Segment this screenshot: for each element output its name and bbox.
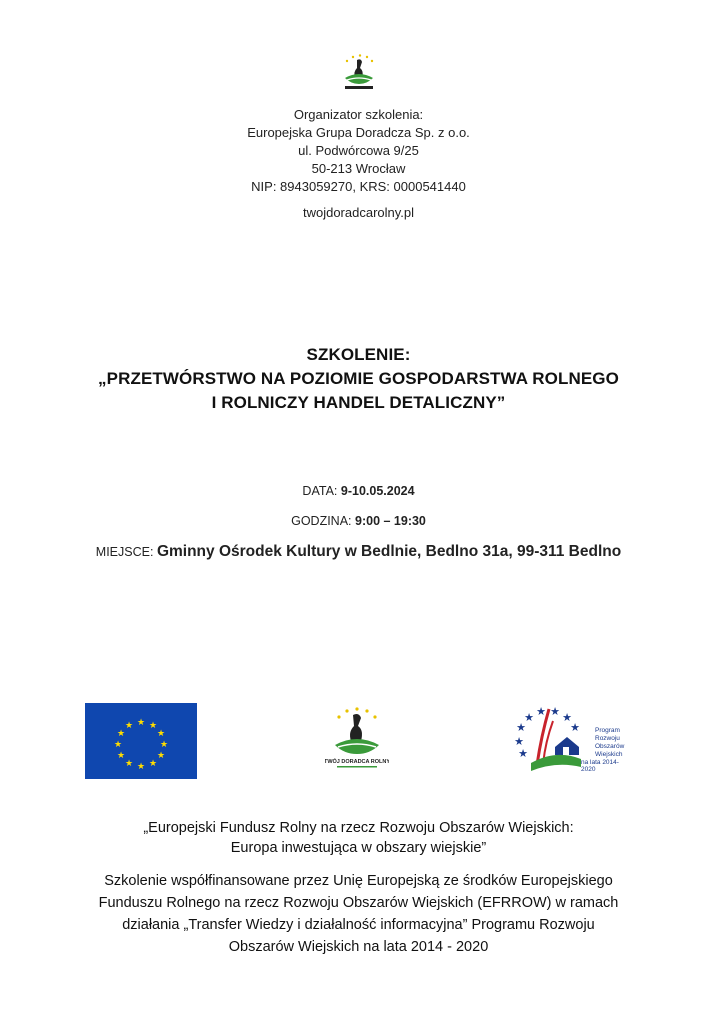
svg-text:★: ★ xyxy=(159,740,169,750)
place-row xyxy=(0,543,717,561)
svg-text:★: ★ xyxy=(562,711,572,724)
organizer-heading: Organizator szkolenia: xyxy=(293,107,424,122)
motto-line-2: Europa inwestująca w obszary wiejskie” xyxy=(230,840,487,856)
statement-line-2: Funduszu Rolnego na rzecz Rozwoju Obszarów Wiejskich (EFRROW) w ramach xyxy=(98,895,619,911)
time-label: GODZINA: xyxy=(291,514,352,528)
twoj-doradca-rolny-logo-center xyxy=(325,705,389,771)
date-row xyxy=(0,484,717,498)
svg-text:★: ★ xyxy=(124,721,134,731)
svg-text:★: ★ xyxy=(156,751,166,761)
svg-text:★: ★ xyxy=(570,721,580,734)
organizer-info xyxy=(0,106,717,196)
svg-text:★: ★ xyxy=(518,747,528,760)
organizer-company: Europejska Grupa Doradcza Sp. z o.o. xyxy=(247,125,470,140)
svg-text:★: ★ xyxy=(113,740,123,750)
twoj-doradca-rolny-logo xyxy=(337,52,381,94)
organizer-ids: NIP: 8943059270, KRS: 0000541440 xyxy=(251,179,466,194)
statement-line-4: Obszarów Wiejskich na lata 2014 - 2020 xyxy=(228,939,489,955)
svg-text:★: ★ xyxy=(136,762,146,772)
organizer-city: 50-213 Wrocław xyxy=(311,161,406,176)
svg-text:★: ★ xyxy=(116,751,126,761)
prow-line-2: Rozwoju xyxy=(595,735,620,742)
training-title xyxy=(0,343,717,415)
ksow-logo-caption: TWÓJ DORADCA ROLNY xyxy=(325,759,389,765)
place-label: MIEJSCE: xyxy=(95,545,154,559)
efrrow-motto xyxy=(0,818,717,858)
date-label: DATA: xyxy=(302,484,338,498)
svg-text:★: ★ xyxy=(514,735,524,748)
svg-text:★: ★ xyxy=(536,705,546,718)
svg-text:★: ★ xyxy=(550,705,560,718)
place-value: Gminny Ośrodek Kultury w Bedlnie, Bedlno 31a, 99-311 Bedlno xyxy=(156,543,622,560)
svg-text:★: ★ xyxy=(516,721,526,734)
statement-line-1: Szkolenie współfinansowane przez Unię Europejską ze środków Europejskiego xyxy=(104,873,613,889)
svg-text:★: ★ xyxy=(524,711,534,724)
title-line-2: „PRZETWÓRSTWO NA POZIOMIE GOSPODARSTWA ROLNEGO xyxy=(98,369,619,388)
website-link[interactable]: twojdoradcarolny.pl xyxy=(302,205,415,220)
statement-line-3: działania „Transfer Wiedzy i działalność informacyjna” Programu Rozwoju xyxy=(122,917,595,933)
time-value: 9:00 – 19:30 xyxy=(355,514,426,528)
title-line-1: SZKOLENIE: xyxy=(306,345,411,364)
svg-text:★: ★ xyxy=(148,721,158,731)
svg-text:★: ★ xyxy=(156,729,166,739)
prow-line-1: Program xyxy=(595,727,620,734)
prow-years: na lata 2014-2020 xyxy=(581,759,619,773)
prow-logo xyxy=(511,703,631,775)
eu-flag-logo xyxy=(85,703,197,779)
svg-text:★: ★ xyxy=(148,759,158,769)
svg-text:★: ★ xyxy=(124,759,134,769)
organizer-street: ul. Podwórcowa 9/25 xyxy=(298,143,419,158)
time-row xyxy=(0,514,717,528)
svg-text:★: ★ xyxy=(136,718,146,728)
prow-line-4: Wiejskich xyxy=(595,751,623,758)
svg-text:★: ★ xyxy=(116,729,126,739)
motto-line-1: „Europejski Fundusz Rolny na rzecz Rozwoju Obszarów Wiejskich: xyxy=(143,820,574,836)
prow-line-3: Obszarów xyxy=(595,743,625,750)
prow-text xyxy=(595,727,624,759)
title-line-3: I ROLNICZY HANDEL DETALICZNY” xyxy=(211,393,506,412)
date-value: 9-10.05.2024 xyxy=(340,484,415,498)
cofinancing-statement xyxy=(0,870,717,958)
